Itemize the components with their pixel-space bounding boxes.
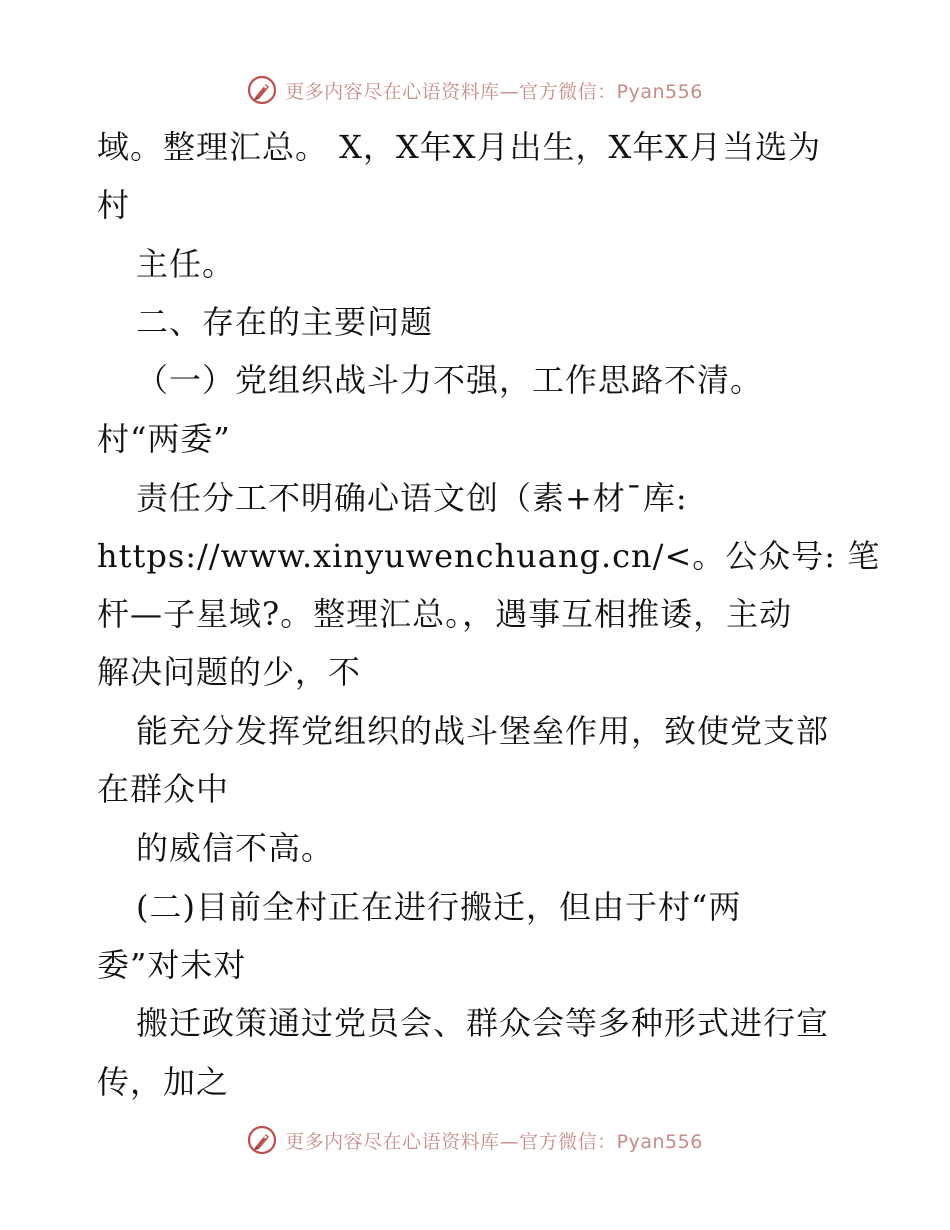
text-line: 主任。 [136,245,236,283]
subsection-heading: (二)目前全村正在进行搬迁，但由于村“两 [136,888,742,926]
text-line: 责任分工不明确心语文创（素+材¯库: [136,479,688,517]
text-line: 在群众中 [97,770,230,808]
pen-nib-logo-icon [247,75,277,105]
text-line: 解决问题的少，不 [97,653,362,691]
text-line: 杆—子星域?。整理汇总。，遇事互相推诿，主动 [97,595,793,633]
text-line: 域。整理汇总。 X，X年X月出生，X年X月当选为 [97,128,822,166]
text-line: 委”对未对 [97,946,247,984]
subsection-heading: （一）党组织战斗力不强，工作思路不清。 [136,361,764,399]
section-heading: 二、存在的主要问题 [136,303,434,341]
text-line: 搬迁政策通过党员会、群众会等多种形式进行宣 [136,1004,830,1042]
header-watermark-banner [0,70,950,110]
pen-nib-logo-icon [247,1125,277,1155]
watermark-text: 更多内容尽在心语资料库—官方微信：Pyan556 [285,1130,703,1153]
text-line: 能充分发挥党组织的战斗堡垒作用，致使党支部 [136,712,830,750]
text-line: 村 [97,186,131,224]
text-line: 的威信不高。 [136,829,335,867]
text-line: 村“两委” [97,420,231,458]
text-line: 传，加之 [97,1063,230,1101]
text-line: https://www.xinyuwenchuang.cn/<。公众号: 笔 [97,537,881,575]
footer-watermark-banner [0,1120,950,1160]
watermark-text: 更多内容尽在心语资料库—官方微信：Pyan556 [285,80,703,103]
